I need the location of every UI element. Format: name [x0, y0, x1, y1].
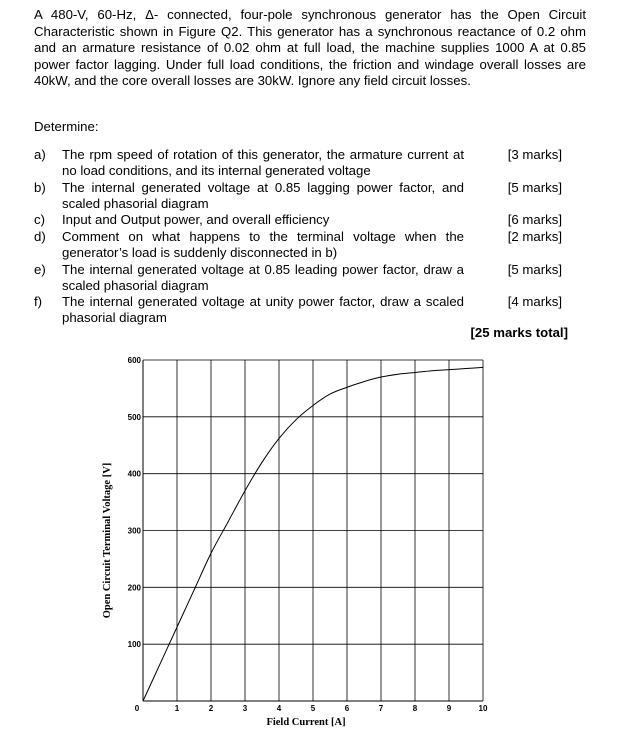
x-tick-label: 4 [276, 704, 282, 713]
x-axis-label: Field Current [A] [266, 717, 346, 728]
y-tick-label: 300 [127, 526, 141, 536]
x-tick-label: 7 [378, 704, 384, 713]
x-tick-label: 0 [134, 704, 140, 713]
total-marks: [25 marks total] [470, 325, 568, 340]
y-tick-labels [128, 356, 142, 649]
determine-heading: Determine: [34, 119, 99, 134]
marks-a: [3 marks] [507, 147, 562, 162]
marks-d: [2 marks] [507, 229, 562, 244]
marks-b: [5 marks] [507, 180, 562, 195]
question-text: Comment on what happens to the terminal voltage when the generator’s load is suddenly disconnected in b) [62, 229, 464, 260]
x-tick-labels [135, 704, 488, 713]
question-label: b) [34, 180, 46, 195]
problem-intro: A 480-V, 60-Hz, Δ- connected, four-pole synchronous generator has the Open Circuit Characteristic shown in Figure Q2. This generator has a synchronous reactance of 0.2 ohm and an armature resistance of 0.02 ohm at full load, the machine supplies 1000 A at 0.85 power factor lagging. Under full load conditions, the friction and windage overall losses are 40kW, and the core overall losses are 30kW. Ignore any field circuit losses. [34, 7, 586, 88]
y-tick-label: 100 [127, 640, 141, 650]
y-tick-label: 400 [127, 469, 141, 479]
question-label: c) [34, 212, 45, 227]
x-tick-label: 10 [478, 704, 488, 713]
y-tick-label: 500 [127, 412, 141, 422]
x-tick-label: 2 [208, 704, 214, 713]
y-tick-label: 200 [127, 583, 141, 593]
x-tick-label: 5 [310, 704, 316, 713]
y-axis-label: Open Circuit Terminal Voltage [V] [102, 462, 113, 619]
x-tick-label: 9 [446, 704, 452, 713]
question-text: Input and Output power, and overall efficiency [62, 212, 330, 227]
question-text: The internal generated voltage at unity power factor, draw a scaled phasorial diagram [62, 294, 464, 325]
question-text: The internal generated voltage at 0.85 leading power factor, draw a scaled phasorial diagram [62, 262, 464, 293]
question-label: e) [34, 262, 46, 277]
question-label: d) [34, 229, 46, 244]
x-tick-label: 3 [242, 704, 248, 713]
marks-c: [6 marks] [507, 212, 562, 227]
question-label: a) [34, 147, 46, 162]
x-tick-label: 8 [412, 704, 418, 713]
question-label: f) [34, 294, 43, 309]
y-tick-label: 600 [127, 356, 141, 365]
x-tick-label: 1 [174, 704, 180, 713]
x-tick-label: 6 [344, 704, 350, 713]
chart-grid [143, 360, 483, 701]
marks-f: [4 marks] [507, 294, 562, 309]
marks-e: [5 marks] [507, 262, 562, 277]
question-text: The internal generated voltage at 0.85 lagging power factor, and scaled phasorial diagram [62, 180, 464, 211]
question-text: The rpm speed of rotation of this generator, the armature current at no load conditions, and its internal generated voltage [62, 147, 464, 178]
